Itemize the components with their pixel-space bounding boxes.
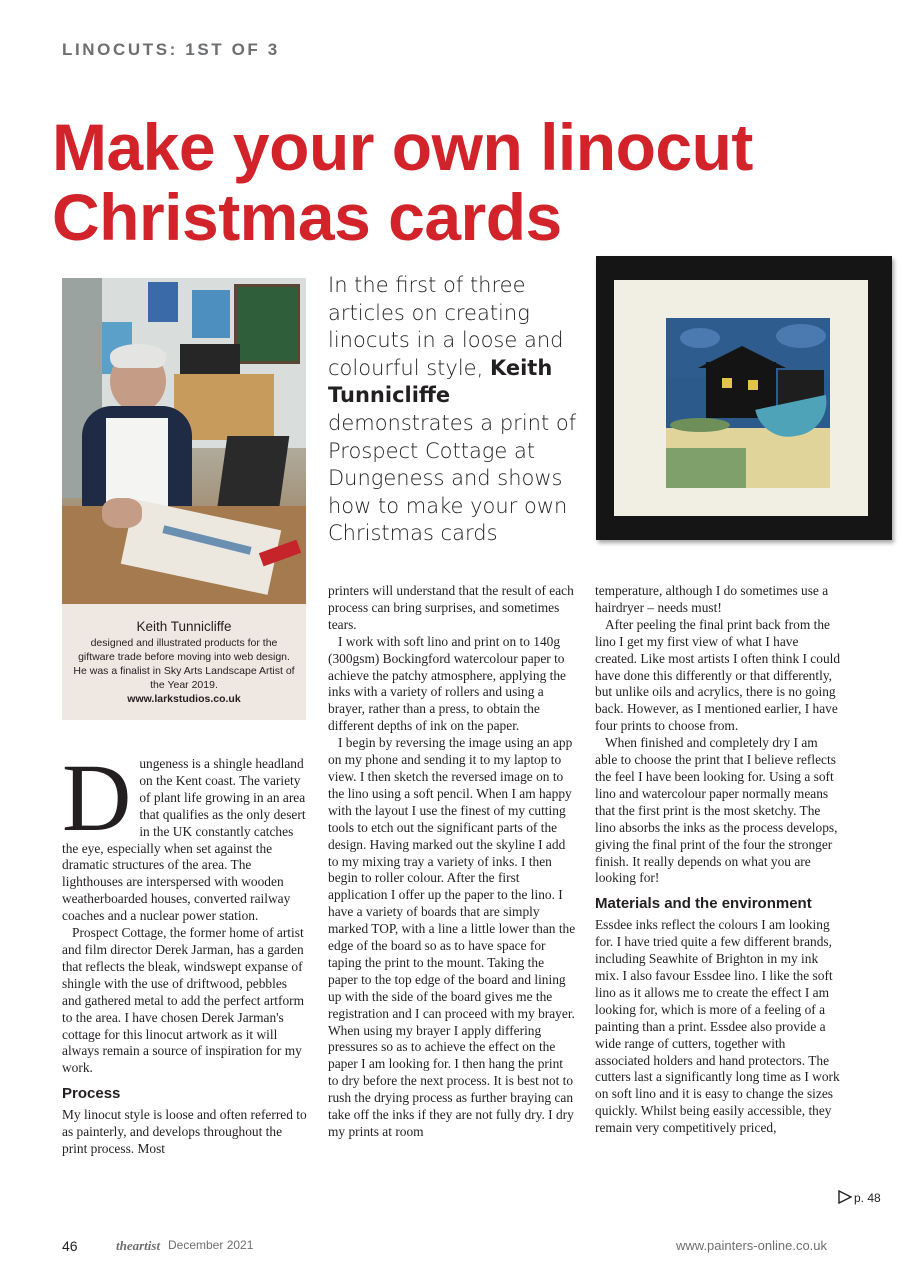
body-paragraph: printers will understand that the result of each process can bring surprises, and sometimes tears. bbox=[328, 583, 574, 632]
continued-page-label: p. 48 bbox=[854, 1191, 881, 1205]
body-paragraph: My linocut style is loose and often referred to as painterly, and develops throughout the print process. Most bbox=[62, 1107, 307, 1157]
body-paragraph: I begin by reversing the image using an app on my phone and sending it to my laptop to view. I then sketch the reversed image on to the lino using a soft pencil. When I am happy with the layout I use the finest of my cutting tools to etch out the significant parts of the design. Having marked out the skyline I add to my mixing tray a variety of inks. I then begin to roller colour. After the first application I offer up the paper to the lino. I have a variety of boards that are simply marked TOP, with a line a little lower than the edge of the board so as to have space for taping the print to the mount. Taking the paper to the top edge of the board and lining up with the side of the board gives me the registration and I can proceed with my brayer. When using my brayer I apply differing pressures so as to achieve the effect on the paper I am looking for. I then hang the print to dry before the next process. It is best not to rush the drying process as further braying can take off the inks if they are not fully dry. I dry my prints at room bbox=[328, 735, 576, 1139]
framed-linocut-print bbox=[596, 256, 892, 540]
body-column-2 bbox=[328, 583, 576, 1141]
body-column-1 bbox=[62, 744, 308, 1158]
subheading-materials: Materials and the environment bbox=[595, 895, 812, 913]
website-link[interactable]: www.painters-online.co.uk bbox=[676, 1238, 828, 1253]
caption-bio: designed and illustrated products for the giftware trade before moving into web design. He was a finalist in Sky Arts Landscape Artist of the Year 2019. bbox=[73, 637, 295, 691]
page-number: 46 bbox=[62, 1238, 78, 1254]
standfirst-intro: In the first of three articles on creating linocuts in a loose and colourful style, bbox=[328, 273, 564, 380]
magazine-logo: theartist bbox=[116, 1238, 161, 1253]
headline-line-2: Christmas cards bbox=[52, 180, 562, 254]
body-paragraph: After peeling the final print back from the lino I get my first view of what I have created. Like most artists I often think I could have done this differently or that differently, but unlike oils and acrylics, there is no going back. However, as I mentioned earlier, I have four prints to choose from. bbox=[595, 616, 841, 734]
standfirst bbox=[328, 272, 578, 548]
section-kicker: LINOCUTS: 1ST OF 3 bbox=[62, 40, 280, 59]
linocut-artwork bbox=[666, 318, 830, 488]
triangle-arrow-icon bbox=[838, 1190, 852, 1204]
continued-on-page[interactable] bbox=[838, 1190, 881, 1205]
caption-author-name: Keith Tunnicliffe bbox=[136, 619, 232, 634]
issue-date: December 2021 bbox=[168, 1238, 254, 1252]
subheading-process: Process bbox=[62, 1085, 121, 1103]
headline-line-1: Make your own linocut bbox=[52, 110, 753, 184]
body-paragraph: Essdee inks reflect the colours I am looking for. I have tried quite a few different brands, including Seawhite of Brighton in my ink mix. I also favour Essdee lino. I like the soft lino as it allows me to create the effect I am looking for, which is more of a feeling of a painting than a print. Essdee also provide a wide range of cutters, together with associated holders and hand protectors. The cutters last a significantly long time as I work on soft lino and it is easy to change the sizes quickly. Whilst being easily accessible, they remain very competitively priced, bbox=[595, 917, 840, 1136]
body-column-3 bbox=[595, 583, 843, 1137]
body-paragraph: When finished and completely dry I am able to choose the print that I believe reflects the feel I have been looking for. Using a soft lino and watercolour paper normally means that the first print is the most sketchy. The lino absorbs the inks as the process develops, giving the final print of the four the stronger finish. It really depends on what you are looking for! bbox=[595, 735, 838, 886]
standfirst-outro: demonstrates a print of Prospect Cottage at Dungeness and shows how to make your own Christmas cards bbox=[328, 410, 577, 546]
body-paragraph: temperature, although I do sometimes use a hairdryer – needs must! bbox=[595, 583, 829, 615]
article-headline bbox=[52, 112, 872, 252]
artist-photo bbox=[62, 278, 306, 604]
author-caption bbox=[62, 604, 306, 720]
caption-website-link[interactable]: www.larkstudios.co.uk bbox=[127, 693, 241, 705]
standfirst-author: Keith Tunnicliffe bbox=[328, 355, 553, 408]
body-paragraph: I work with soft lino and print on to 140g (300gsm) Bockingford watercolour paper to achieve the patchy atmosphere, applying the inks with a variety of rollers and using a brayer, rather than a press, to obtain the different depths of ink on the paper. bbox=[328, 633, 566, 734]
body-text: ungeness is a shingle headland on the Kent coast. The variety of plant life growing in an area that qualifies as the only desert in the UK constantly catches the eye, especially when set against the dramatic structures of the area. The lighthouses are interspersed with wooden weatherboarded houses, converted railway coaches and a nuclear power station. bbox=[62, 756, 306, 924]
body-paragraph bbox=[62, 744, 308, 925]
drop-cap: D bbox=[62, 744, 132, 851]
body-paragraph: Prospect Cottage, the former home of artist and film director Derek Jarman, has a garden that reflects the bleak, windswept expanse of shingle with the use of driftwood, pebbles and gathered metal to add the perfect artform to the area. I have chosen Derek Jarman's cottage for this linocut artwork as it will always remain a source of inspiration for my work. bbox=[62, 925, 305, 1076]
print-mount bbox=[614, 280, 868, 516]
